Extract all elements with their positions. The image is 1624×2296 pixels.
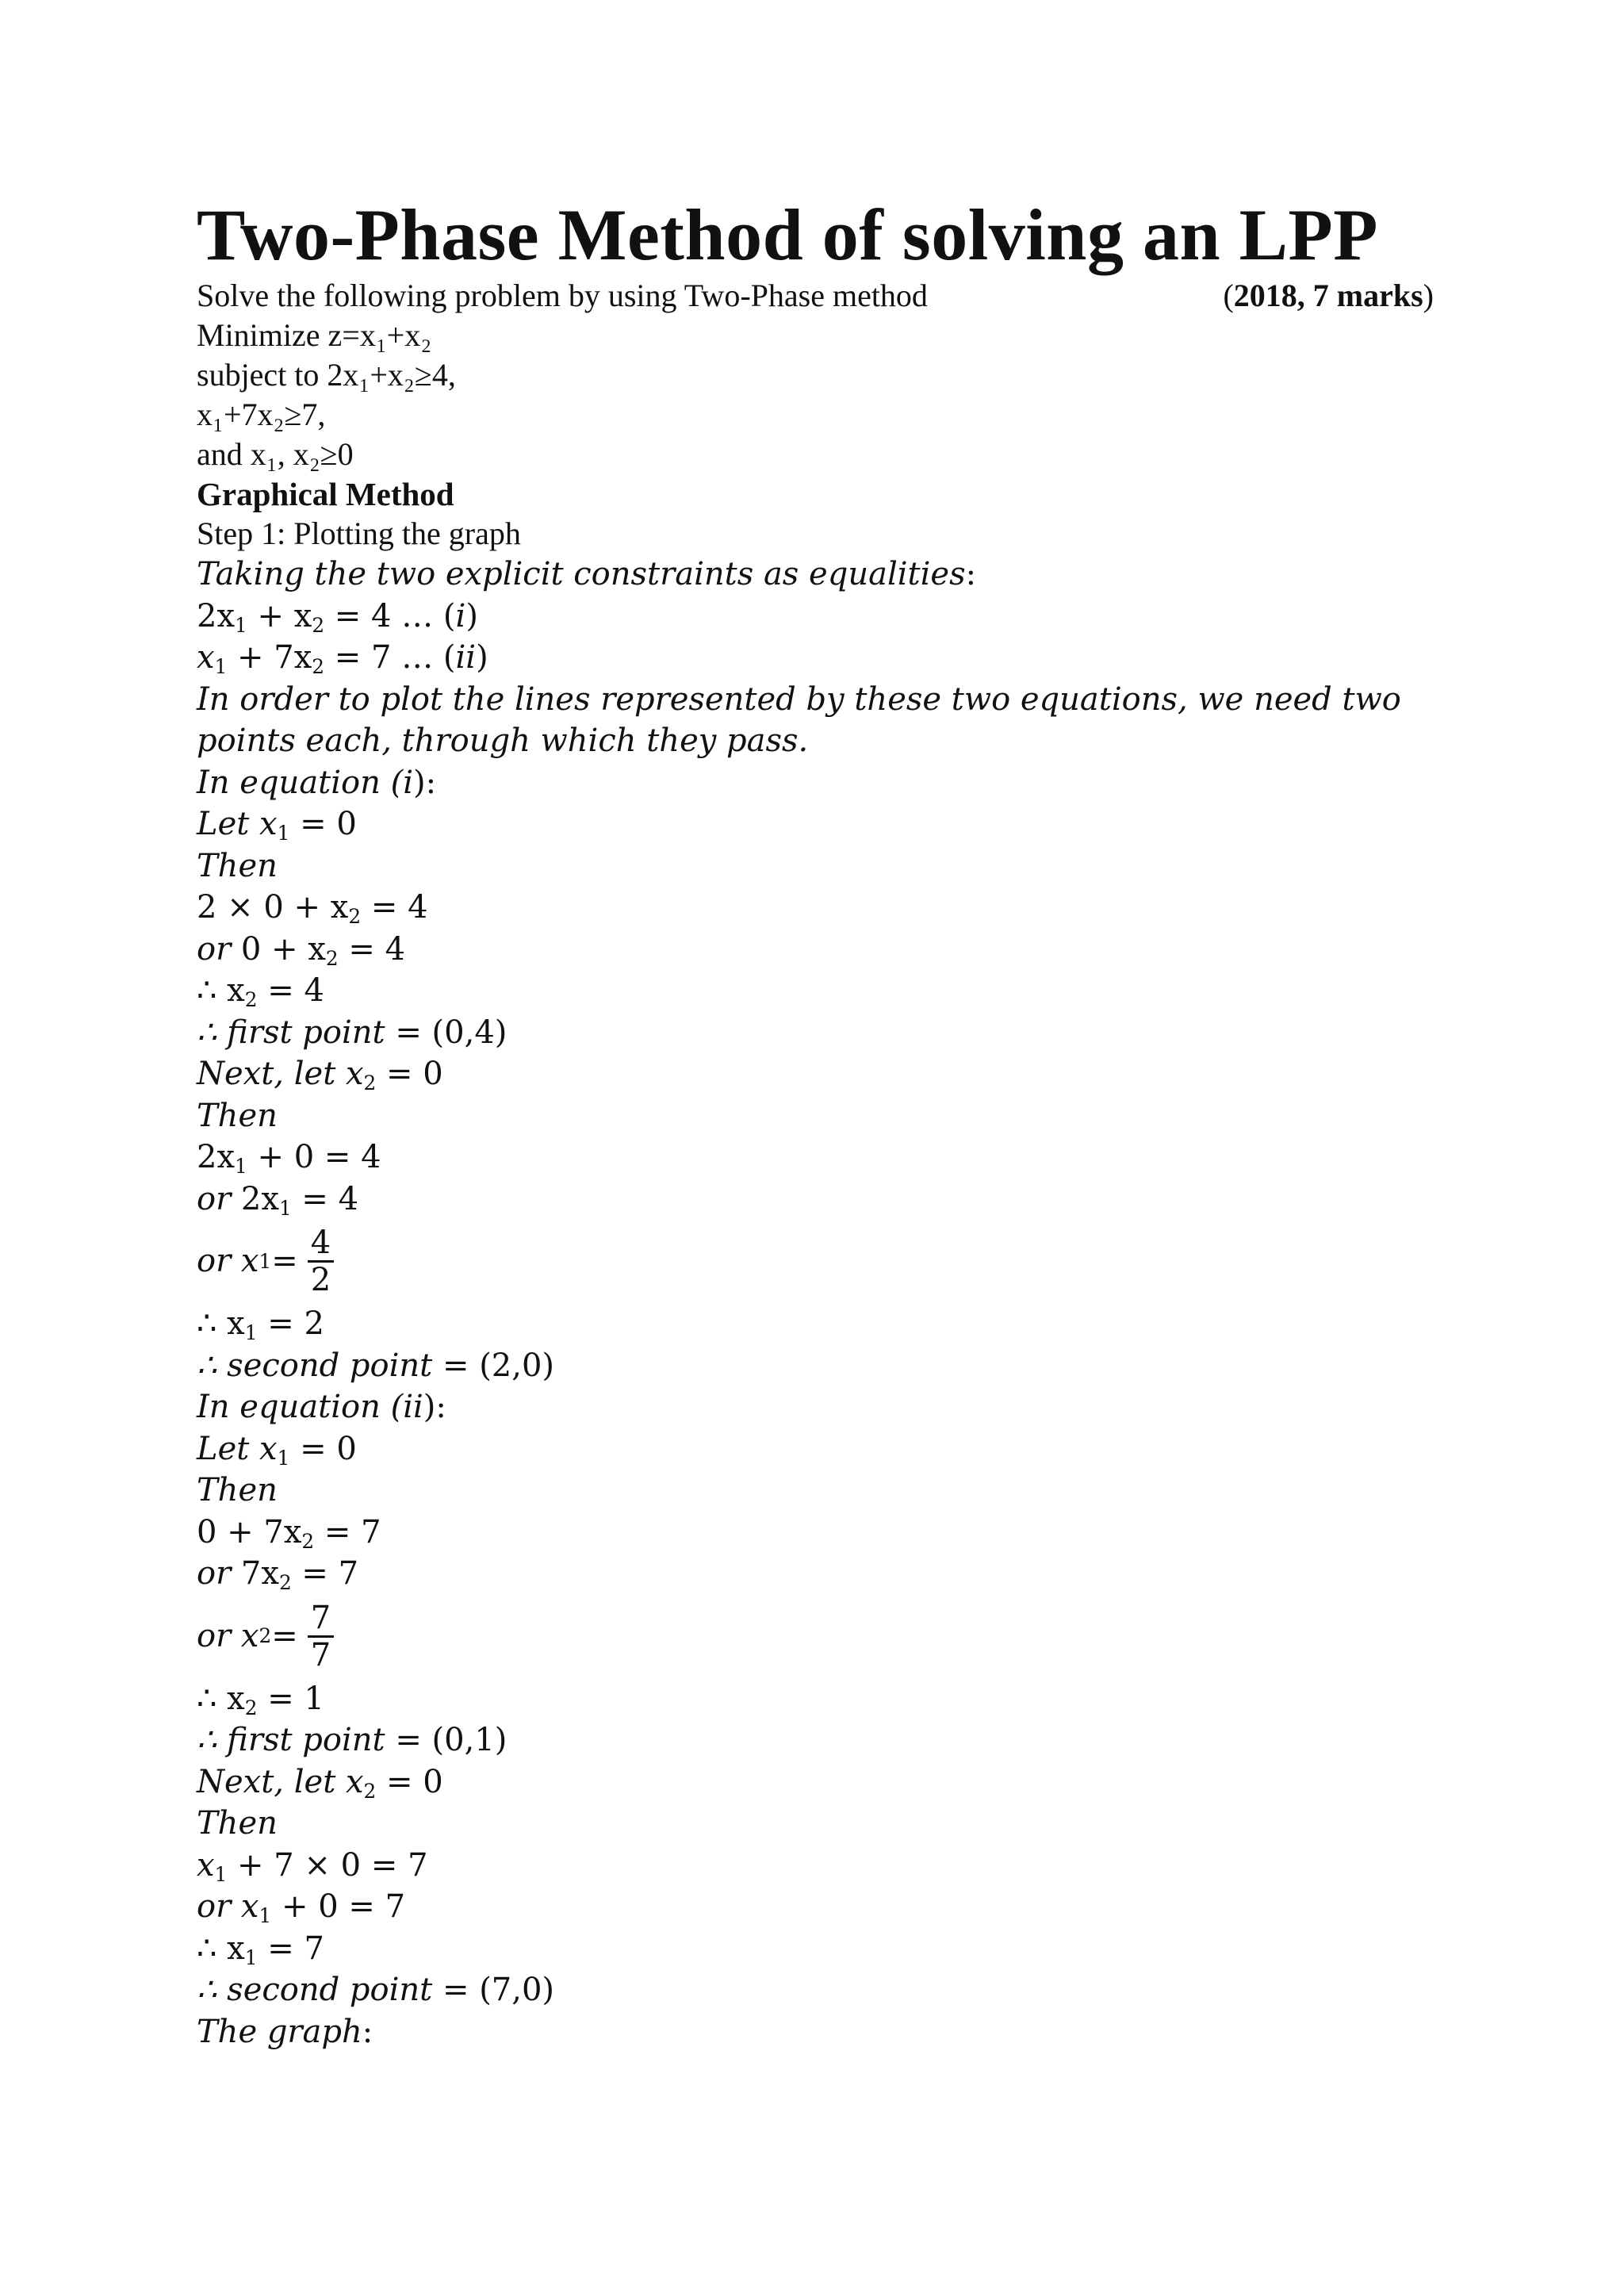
fraction-numerator: 4 [308,1225,334,1263]
math-line: points each, through which they pass. [197,723,809,759]
math-text: = 7 … ( [324,639,456,676]
math-text: = 7 [314,1513,381,1550]
math-line [197,803,1434,845]
math-text: The graph [197,2013,362,2050]
subscript: 2 [325,946,339,970]
math-text: = (0,4) [385,1014,508,1051]
math-text: or x [197,1617,259,1654]
math-text: 0 + x [231,930,326,968]
math-text: i [455,597,466,634]
math-line [197,1345,1434,1387]
subscript: 1 [244,1945,258,1969]
math-text: or [197,1180,232,1217]
math-text: Next, let x [197,1763,364,1800]
math-line: In order to plot the lines represented by these two equations, we need two [197,680,1401,718]
math-line [197,1928,1434,1970]
subscript: 1 [244,1320,258,1344]
math-text: ∴ x [197,972,245,1009]
math-line [197,1553,1434,1595]
fraction [308,1225,334,1297]
subscript: 2 [363,1071,377,1094]
math-text: or x [197,1243,259,1280]
math-text: = 4 [257,972,324,1009]
math-line [197,887,1434,929]
page-title: Two-Phase Method of solving an LPP [197,194,1378,275]
math-text: = 4 [291,1180,359,1217]
math-text: = 0 [376,1763,443,1800]
math-text: = 7 [291,1555,359,1592]
math-text: ∴ first point [197,1014,385,1051]
marks-text: 2018, 7 marks [1233,278,1423,313]
subscript: 2 [348,904,362,928]
math-text: + 0 = 7 [271,1888,406,1925]
math-text: : [965,556,977,592]
math-text: 7x [231,1555,279,1592]
subscript: 1 [277,821,290,845]
math-text: + 7 × 0 = 7 [227,1846,428,1884]
math-text: ∴ second point [197,1347,433,1384]
math-line [197,1179,1434,1221]
math-line [197,1012,1434,1054]
math-text: ) [465,597,478,634]
constraint-1: subject to 2x₁+x₂≥4, [197,357,456,393]
math-text: x [197,1846,215,1884]
constraint-2: x₁+7x₂≥7, [197,397,326,432]
fraction-denominator: 7 [310,1636,331,1673]
math-text: ii [403,1389,423,1425]
nonnegativity-constraint: and x₁, x₂≥0 [197,436,354,472]
math-text: 2 × 0 + x [197,889,349,926]
subscript: 1 [278,1196,292,1220]
math-line: Then [197,1805,278,1842]
problem-statement-row [197,276,1434,316]
math-text: = 4 … ( [324,597,456,634]
math-text: Let x [197,1430,278,1467]
marks-badge [1223,276,1434,316]
math-text: 2x [231,1180,279,1217]
math-text: or [197,1555,232,1592]
math-text: ii [455,639,477,676]
math-line [197,1512,1434,1554]
math-line: Then [197,1472,278,1508]
subscript: 2 [312,654,325,678]
math-line [197,1969,1434,2011]
math-line [197,554,1434,596]
math-text: = [271,1243,298,1280]
math-line [197,1053,1434,1095]
math-text: or x [197,1888,259,1925]
subscript: 1 [259,1903,272,1927]
fraction-numerator: 7 [308,1600,334,1638]
equation-ii [197,637,1434,679]
subscript: 2 [244,1696,258,1719]
math-text: = 4 [361,889,428,926]
page-content [197,194,1434,2053]
math-line [197,1845,1434,1887]
math-text: = 1 [257,1680,324,1717]
math-text: ∴ x [197,1680,245,1717]
math-text: = (7,0) [432,1972,555,2008]
math-text: ∴ x [197,1305,245,1342]
math-text: x [197,639,215,676]
subscript: 2 [363,1779,377,1803]
math-line [197,929,1434,971]
math-line [197,1386,1434,1428]
math-line [197,1678,1434,1720]
math-line [197,970,1434,1012]
math-line [197,1137,1434,1179]
fraction-denominator: 2 [310,1262,331,1298]
subscript: 1 [214,1862,228,1886]
subscript: 1 [277,1446,290,1470]
math-text: 2x [197,1139,236,1175]
math-text: : [362,2013,373,2050]
math-text: Next, let x [197,1056,364,1092]
math-line [197,1761,1434,1803]
subscript: 2 [312,613,325,637]
math-text: In equation ( [197,1389,404,1425]
math-text: = 2 [257,1305,324,1342]
math-line [197,1719,1434,1761]
math-text: = 0 [376,1056,443,1092]
subscript: 2 [301,1529,315,1553]
math-text: ): [413,764,437,801]
section-heading: Graphical Method [197,476,454,512]
math-text: = 7 [257,1930,324,1967]
math-text: = (0,1) [385,1722,508,1758]
math-text: i [403,764,413,801]
problem-statement: Solve the following problem by using Two-Phase method [197,278,928,313]
math-text: Let x [197,806,278,842]
math-text: ) [476,639,488,676]
math-line [197,1428,1434,1470]
fraction-line: or x 2 = $\frac{7}{7}$ [197,1595,1434,1678]
math-line [197,1303,1434,1345]
math-line [197,2011,1434,2053]
objective-function: Minimize z=x₁+x₂ [197,317,432,353]
marks-open: ( [1223,278,1234,313]
subscript: 1 [214,654,228,678]
subscript: 1 [235,1154,247,1178]
math-text: or [197,930,232,968]
math-text: + x [247,597,312,634]
subscript: 1 [235,613,247,637]
math-text: = [271,1617,298,1654]
subscript: 2 [244,987,258,1011]
math-text: 0 + 7x [197,1513,302,1550]
math-text: In equation ( [197,764,404,801]
math-text: 2x [197,597,236,634]
step-heading: Step 1: Plotting the graph [197,516,521,551]
math-text: = 0 [289,806,357,842]
math-text: ∴ first point [197,1722,385,1758]
math-line [197,762,1434,804]
fraction [308,1600,334,1673]
math-line: Then [197,847,278,884]
math-text: = 4 [338,930,406,968]
equation-i [197,596,1434,638]
math-text: = 0 [289,1430,357,1467]
math-text: ): [423,1389,446,1425]
math-line [197,1886,1434,1928]
math-line: Then [197,1097,278,1134]
marks-close: ) [1423,278,1434,313]
math-text: Taking the two explicit constraints as equalities [197,556,966,592]
math-text: ∴ x [197,1930,245,1967]
subscript: 2 [278,1570,292,1594]
math-text: + 7x [227,639,312,676]
math-text: = (2,0) [432,1347,555,1384]
fraction-line: or x 1 = $\frac{4}{2}$ [197,1220,1434,1303]
math-text: + 0 = 4 [247,1139,381,1175]
math-text: ∴ second point [197,1972,433,2008]
